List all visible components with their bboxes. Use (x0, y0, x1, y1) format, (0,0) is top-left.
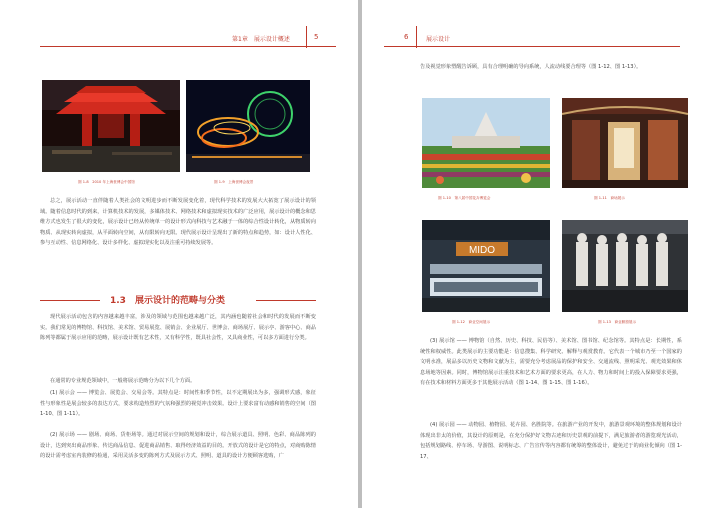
body-paragraph: 总之，展示活动一直伴随着人类社会的文明进步而不断发展变化着，现代科学技术的发展大大拓宽了展示设计的领域。随着信息时代的到来，计算机技术的发展，多媒体技术、网络技术和虚拟现实技术的广泛应用，展示设计的概念和思维方式也发生了很大的变化，展示设计已经从传统单一的设计形式向科技与艺术融于一体的综合性设计转化，从物质转向物质、从现实转向虚拟，从平面转向空间，从有限转向无限。现代展示设计呈现出了新的特点和趋势，如：设计人性化、参与互动性、信息网络化、设计多样化、虚拟现实化以及注重可持续发展等。 (40, 198, 316, 247)
expo-night-photo (186, 80, 310, 172)
body-paragraph: (2) 展示场 —— 剧场、商场、货柜场等。通过对展示空间的规划和设计，综合展示道具、照明、色彩、商品陈列的设计，达到突出商品形象、传达商品信息、促进商品销售、取得经济效益的目的。开放式的设计是它的特点，对商购陈情的设计需考虑室内装修的检通，采用灵活多变的陈列方式及展示方式、照明、道具的设计方便顾客选购，广 (40, 432, 316, 460)
chapter-header: 第1章 展示设计概述 (232, 36, 290, 43)
body-paragraph: (3) 展示馆 —— 博物馆（自然、历史、科技、民俗等）、美术馆、图书馆、纪念馆等。其特点是：长期性，系统性和权威性。此类展示的主要功能是：信息搜集、科学研究、解释与观赏教育。它代表一个城市乃至一个国家的文明水准，展品多以历史文物和文献为主，需要充分考虑展品的保护和安全、交通流线、照明采光、观光效果和休息场地等因素。同时，博物馆展示注重技术和艺术方面的要求更高，在人力、物力和时间上的投入保障要求更强，有在技术和材料方面更多于其他展示活动（图 1-14、图 1-15、图 1-16）。 (420, 338, 682, 387)
caption-fig-1-10: 图 1-10 第八届中国花卉博览会 (438, 196, 491, 200)
body-paragraph: (1) 展示会 —— 博览会、展览会、交易会等。其特点是：时间性和季节性，以不定期展出为多，强调形式感，象征性与形象性是展会较多的表达方式，要求构造热烈的气氛和强烈的视觉冲击效果。设计上要求富有动感和销售的空间（图 1-10、图 1-11）。 (40, 390, 316, 418)
caption-fig-1-11: 图 1-11 商场展示 (594, 196, 625, 200)
page-number-right: 6 (404, 33, 409, 41)
body-paragraph: 在通常的专业规范领域中，一般将展示范畴分为以下几个方面。 (50, 378, 196, 384)
right-page (362, 0, 720, 508)
section-rule-right (256, 300, 316, 301)
header-rule (384, 46, 680, 47)
body-paragraph: 告及视觉形象塑醒告诉顾，具有合理明确的导向系统，人流动线要合理等（图 1-12、图 1-13）。 (420, 64, 642, 70)
header-divider (416, 26, 417, 48)
svg-text:MIDO: MIDO (468, 245, 496, 256)
header-rule (40, 46, 336, 47)
section-rule-left (40, 300, 100, 301)
caption-fig-1-8: 图 1-8 2010 年上海世博会中国馆 (78, 180, 135, 184)
header-divider (306, 26, 307, 48)
caption-fig-1-13: 图 1-13 商业橱窗展示 (598, 320, 637, 324)
china-pavilion-photo (42, 80, 180, 172)
caption-fig-1-9: 图 1-9 上海世博会夜景 (214, 180, 254, 184)
body-paragraph: 现代展示活动包含的内容越来越丰富，涉及的领域与范围也越来越广泛，其内涵也随着社会和时代的发展而不断变实。我们常见的博物馆、科技馆、美术馆、贸易展览、展销会、企业展厅、世博会、商场展厅、展示亭、游客中心、商品陈列等都属于展示应用的范畴，展示设计既有艺术性，又有科学性，既具社会性，又具商业性，可以多方面进行分类。 (40, 314, 316, 342)
commercial-space-photo (422, 220, 550, 312)
window-display-photo (562, 220, 688, 312)
caption-fig-1-12: 图 1-12 商业空间展示 (452, 320, 491, 324)
flower-expo-photo (422, 98, 550, 188)
left-page (0, 0, 358, 508)
body-paragraph: (4) 展示园 —— 动物园、植物园、花卉园、名胜院等。在旅游产业的开发中，旅游景观环境的整体规划和设计体现出非太的价值，其设计的原则是，在充分保护好文物古迹和历史景观的前提下，满足旅游者的游览观光活动，包括规划路线、停车场、导游图、说明标志、广告宣传等内容都有统筹的整体设计，避免过于的商业化倾向（图 1-17、 (420, 422, 682, 460)
mall-display-photo (562, 98, 688, 188)
page-number-left: 5 (314, 33, 319, 41)
book-title-header: 展示设计 (426, 36, 451, 43)
section-heading: 1.3 展示设计的范畴与分类 (110, 296, 225, 306)
